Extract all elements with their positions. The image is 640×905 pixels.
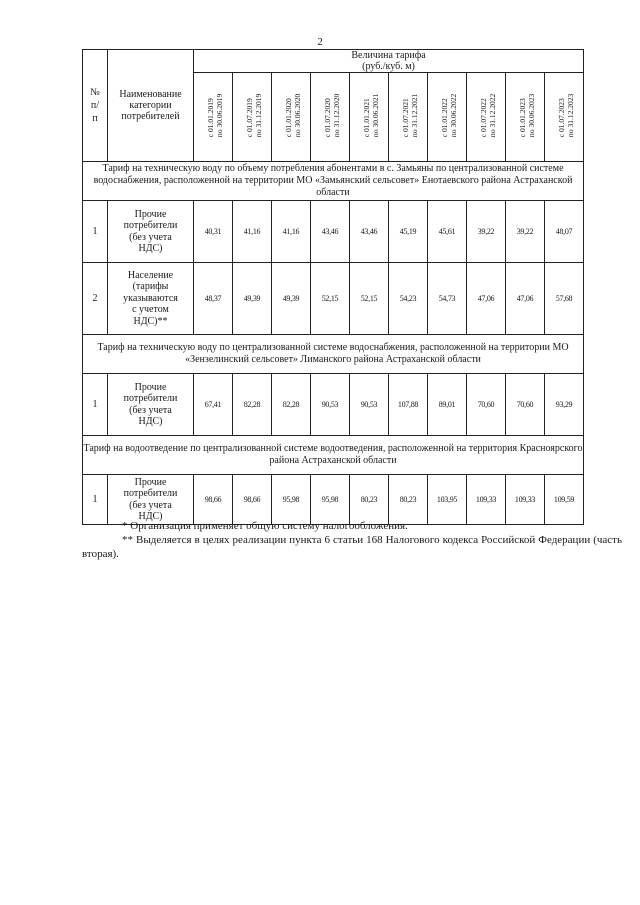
header-period: с 01.07.2022 по 31.12.2022 — [467, 73, 506, 162]
tariff-value: 95,98 — [272, 475, 311, 525]
header-period: с 01.01.2022 по 30.06.2022 — [428, 73, 467, 162]
tariff-value: 49,39 — [233, 263, 272, 335]
tariff-value: 54,23 — [389, 263, 428, 335]
tariff-value: 39,22 — [467, 201, 506, 263]
table-row — [83, 374, 584, 436]
header-period: с 01.01.2023 по 30.06.2023 — [506, 73, 545, 162]
tariff-value: 52,15 — [311, 263, 350, 335]
tariff-value: 52,15 — [350, 263, 389, 335]
footnote-vat: ** Выделяется в целях реализации пункта 6 статьи 168 Налогового кодекса Российской Федерации (часть вторая). — [82, 534, 622, 560]
table-row — [83, 201, 584, 263]
tariff-value: 40,31 — [194, 201, 233, 263]
header-period: с 01.01.2020 по 30.06.2020 — [272, 73, 311, 162]
tariff-value: 80,23 — [389, 475, 428, 525]
tariff-value: 47,06 — [506, 263, 545, 335]
header-period: с 01.07.2021 по 31.12.2021 — [389, 73, 428, 162]
tariff-value: 70,60 — [506, 374, 545, 436]
header-period: с 01.07.2019 по 31.12.2019 — [233, 73, 272, 162]
tariff-table — [82, 49, 584, 525]
tariff-value: 48,07 — [545, 201, 584, 263]
tariff-value: 90,53 — [311, 374, 350, 436]
tariff-value: 98,66 — [194, 475, 233, 525]
tariff-value: 41,16 — [272, 201, 311, 263]
tariff-value: 95,98 — [311, 475, 350, 525]
section-title: Тариф на техническую воду по централизованной системе водоснабжения, расположенной на территории МО «Зензелинский сельсовет» Лиманского района Астраханской области — [83, 335, 584, 374]
row-number: 1 — [83, 201, 108, 263]
tariff-value: 43,46 — [350, 201, 389, 263]
tariff-value: 82,28 — [272, 374, 311, 436]
header-period: с 01.01.2019 по 30.06.2019 — [194, 73, 233, 162]
tariff-value: 103,95 — [428, 475, 467, 525]
header-period: с 01.07.2023 по 31.12.2023 — [545, 73, 584, 162]
footnote-tax-system: * Организация применяет общую систему налогообложения. — [122, 520, 408, 532]
tariff-value: 43,46 — [311, 201, 350, 263]
tariff-value: 109,59 — [545, 475, 584, 525]
tariff-value: 109,33 — [467, 475, 506, 525]
tariff-value: 70,60 — [467, 374, 506, 436]
row-category: Население (тарифы указываются с учетом НДС)** — [108, 263, 194, 335]
page-number: 2 — [317, 36, 323, 48]
header-period: с 01.01.2021 по 30.06.2021 — [350, 73, 389, 162]
tariff-value: 109,33 — [506, 475, 545, 525]
row-number: 1 — [83, 374, 108, 436]
tariff-value: 80,23 — [350, 475, 389, 525]
header-number: № п/ п — [83, 50, 108, 162]
tariff-value: 82,28 — [233, 374, 272, 436]
tariff-value: 47,06 — [467, 263, 506, 335]
tariff-value: 90,53 — [350, 374, 389, 436]
table-row — [83, 263, 584, 335]
table-row — [83, 475, 584, 525]
header-period: с 01.07.2020 по 31.12.2020 — [311, 73, 350, 162]
tariff-value: 93,29 — [545, 374, 584, 436]
tariff-value: 49,39 — [272, 263, 311, 335]
tariff-value: 107,88 — [389, 374, 428, 436]
tariff-value: 67,41 — [194, 374, 233, 436]
tariff-value: 45,19 — [389, 201, 428, 263]
tariff-value: 54,73 — [428, 263, 467, 335]
tariff-value: 45,61 — [428, 201, 467, 263]
footnotes — [82, 519, 622, 561]
tariff-value: 48,37 — [194, 263, 233, 335]
row-category: Прочие потребители (без учета НДС) — [108, 201, 194, 263]
row-category: Прочие потребители (без учета НДС) — [108, 374, 194, 436]
section-title: Тариф на техническую воду по объему потребления абонентами в с. Замьяны по централизованной системе водоснабжения, расположенной на территории МО «Замьянский сельсовет» Енотаевского района Астраханской области — [83, 162, 584, 201]
tariff-value: 98,66 — [233, 475, 272, 525]
section-title: Тариф на водоотведение по централизованной системе водоотведения, расположенной на территория Красноярского района Астраханской области — [83, 436, 584, 475]
row-number: 2 — [83, 263, 108, 335]
row-number: 1 — [83, 475, 108, 525]
tariff-value: 39,22 — [506, 201, 545, 263]
header-tariff-value: Величина тарифа (руб./куб. м) — [194, 50, 584, 73]
header-category: Наименование категории потребителей — [108, 50, 194, 162]
tariff-value: 57,68 — [545, 263, 584, 335]
tariff-value: 89,01 — [428, 374, 467, 436]
tariff-value: 41,16 — [233, 201, 272, 263]
row-category: Прочие потребители (без учета НДС) — [108, 475, 194, 525]
